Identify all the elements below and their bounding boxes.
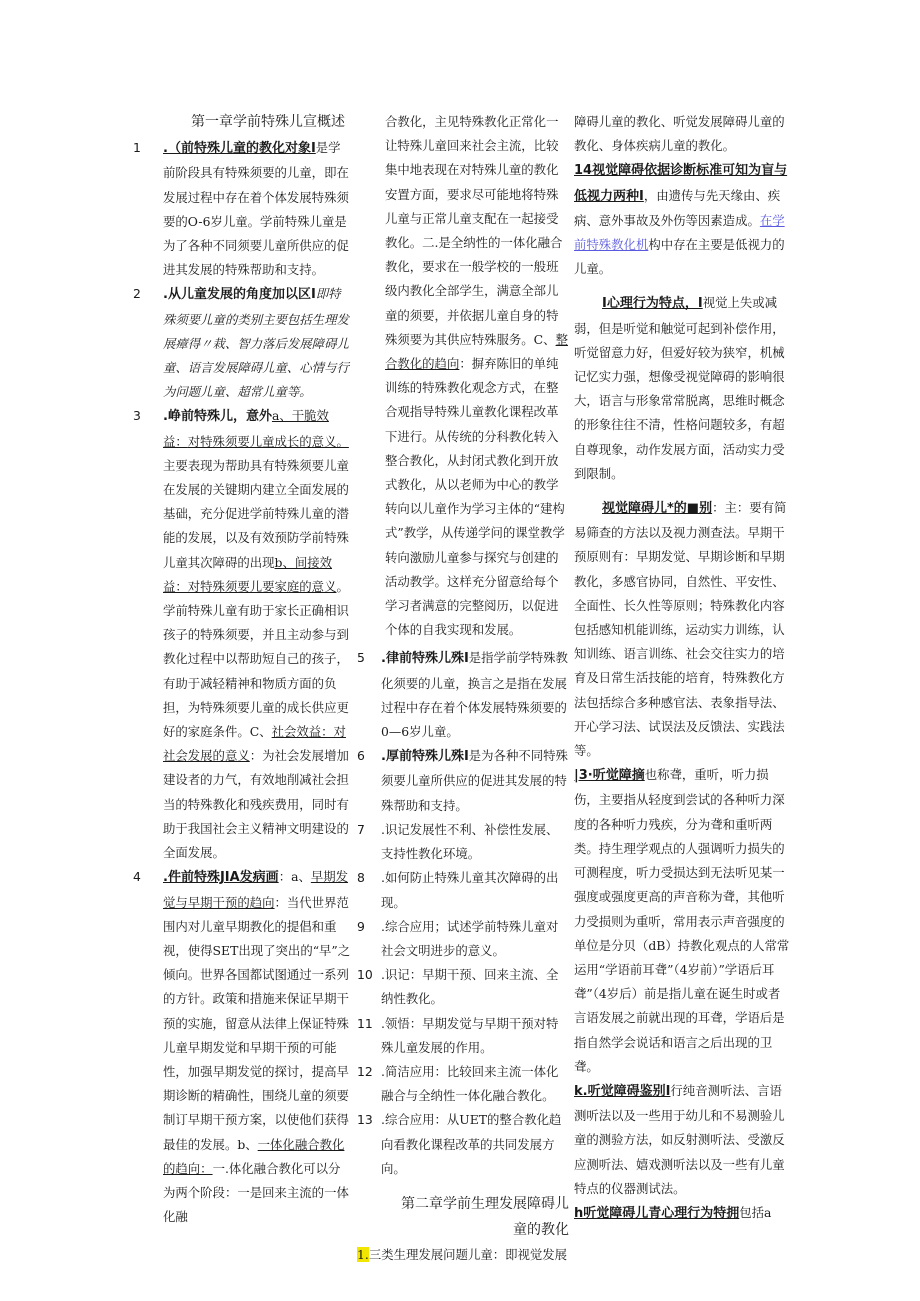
paragraph-text: 也称聋，重听，听力损伤，主要指从轻度到尝试的各种听力深度的各种听力残疾，分为聋和重听两类。持生理学观点的人强调听力损失的可测程度，听力受损达到无法听见某一强度或强度更高的声音称为聋，其他听力受损则为重听，常用表示声音强度的单位是分贝（dB）持教化观点的人常常运用“学语前耳聋”（4岁前）”学语后耳聋”（4岁后）前是指儿童在诞生时或者言语发展之前就出现的耳聋，学语后是指自然学会说话和语言之后出现的卫聋。 [574,767,790,1074]
item-text: .综合应用：从UET的整合教化趋向看教化课程改革的共同发展方向。 [381,1112,562,1176]
item-8 [357,866,569,914]
item-number: 11 [357,1015,373,1031]
paragraph [574,291,790,486]
item-text: 主要表现为帮助具有特殊须要儿童在发展的关键期内建立全面发展的基础，充分促进学前特殊儿童的潜能的发展，以及有效预防学前特殊儿童其次障碍的出现 [163,457,349,570]
paragraph-text: ，由遗传与先天缘由、疾病、意外事故及外伤等因素造成。 [574,187,781,228]
item-text: 即特殊须要儿童的类别主要包括生理发展瘴得〃栽、智力落后发展障碍儿童、语言发展障碍儿童、心情与行为问题儿童、超常儿童等。 [163,286,349,400]
item-text: .综合应用；试述学前特殊儿童对社会文明进步的意义。 [381,918,559,958]
item-number: 2 [133,286,141,302]
paragraph-heading: |3·听觉障摘 [574,768,645,784]
item-heading: .从儿童发展的角度加以区I [163,287,316,303]
item-text: 社会效益：对社会发展的意义 [163,724,346,764]
column-2 [357,110,569,1267]
item-text: ：a、 [278,869,311,885]
paragraph-heading: k.听觉障碍鉴别I [574,1083,671,1099]
item-3 [133,404,351,865]
item-text: a、干脆效益： [163,408,329,449]
item-number: 8 [357,870,365,886]
paragraph [357,1243,569,1267]
paragraph-text: 构中存在主要是低视力的儿童。 [574,237,785,277]
item-text: b、间接效益：对特殊须要儿要家庭的意义 [163,554,337,594]
paragraph [574,496,790,763]
item-number: 6 [357,748,365,764]
paragraph [574,1079,790,1201]
item-text: ：当代世界范围内对儿童早期教化的提倡和重视，使得SET出现了突出的“早”之倾向。世界各国都试图通过一系列的方针。政策和措施来保证早期干预的实施，留意从法律上保证特殊儿童早期发觉和早期干预的可能性，加强早期发觉的探讨，提高早期诊断的精确性，围绕儿童的须要制订早期干预方案，以使他们获得最佳的发展。b、 [163,894,351,1152]
item-number: 3 [133,408,141,424]
item-text: 是为各种不同特殊须要儿童所供应的促进其发展的特殊帮助和支持。 [381,748,568,813]
item-number: 12 [357,1063,373,1079]
paragraph-text: 合教化，主见特殊教化正常化一让特殊儿童回来社会主流，比较集中地表现在对特殊儿童的教化安置方面，要求尽可能地将特殊儿童与正常儿童支配在一起接受教化。二.是全纳性的一体化融合教化，要求在一般学校的一般班级内教化全部学生，满意全部儿童的须要，并依据儿童自身的特殊须要为其供应特殊服务。C、 [385,114,563,347]
paragraph-heading: I心理行为特点，I [602,296,703,312]
item-heading: .峥前特殊儿，意外 [163,409,272,425]
paragraph-text: 三类生理发展问题儿童：即视觉发展 [368,1246,568,1262]
paragraph [574,763,790,1079]
item-text: 一.体化融合教化可以分为两个阶段：一是回来主流的一体化融 [163,1160,349,1225]
item-number: 10 [357,967,373,983]
paragraph-text: ：主：要有简易筛查的方法以及视力测查法。早期干预原则有：早期发觉、早期诊断和早期教化，多感官协同，自然性、平安性、全面性、长久性等原则；特殊教化内容包括感知机能训练，运动实力训练，认知训练、语言训练、社会交往实力的培育及日常生活技能的培育，特殊教化方法包括综合多种感官法、表象指导法、开心学习法、试误法及反馈法、实践法等。 [574,500,787,759]
column-3 [574,110,790,1226]
item-number: 7 [357,821,365,837]
paragraph-heading: 视觉障碍儿*的■别 [602,501,713,517]
item-text: .识记发展性不利、补偿性发展、支持性教化环境。 [381,821,559,862]
item-9 [357,915,569,963]
item-text: 早期发觉与早期干预的趋向 [163,869,349,910]
item-number: 13 [357,1112,373,1128]
item-text: 对特殊须要儿童成长的意义。 [187,433,349,449]
item-heading: .厚前特殊儿殊I [381,749,469,765]
item-12 [357,1060,569,1108]
chapter-1-title: 第一章学前特殊儿宣概述 [191,114,345,130]
item-text: .领悟：早期发觉与早期干预对特殊儿童发展的作用。 [381,1015,559,1055]
paragraph [357,110,569,642]
item-number: 4 [133,869,141,885]
item-number: 1 [133,140,141,156]
item-4 [133,865,351,1229]
item-text: 。学前特殊儿童有助于家长正确相识孩子的特殊须要，并且主动参与到教化过程中以帮助短自己的孩子，有助于减轻精神和物质方面的负担，为特殊须要儿童的成长供应更好的家庭条件。C、 [163,578,349,740]
paragraph: 障碍儿童的教化、听觉发展障碍儿童的教化、身体疾病儿童的教化。 [574,114,785,154]
column-1 [133,110,351,1229]
item-heading: .件前特殊JIA发病画 [163,870,279,886]
item-text: .识记：早期干预、回来主流、全纳性教化。 [381,967,559,1007]
item-number: 5 [357,650,365,666]
item-heading: .律前特殊儿殊I [381,651,469,667]
item-number: 9 [357,918,365,934]
item-text: .如何防止特殊儿童其次障碍的出现。 [381,870,559,910]
item-11 [357,1012,569,1060]
item-6 [357,744,569,818]
paragraph [574,158,790,281]
item-text: ：为社会发展增加建设者的力气，有效地削减社会担当的特殊教化和残疾费用，同时有助于我国社会主义精神文明建设的全面发展。 [163,748,349,861]
item-7 [357,818,569,866]
paragraph-text: 整合教化的趋向 [385,331,568,372]
item-13 [357,1108,569,1181]
paragraph-link[interactable]: 在学前特殊教化机 [574,212,785,253]
paragraph [574,1201,790,1226]
item-text: 是指学前学特殊教化须要的儿童，换言之是指在发展过程中存在着个体发展特殊须要的0—6岁儿童。 [381,650,568,740]
item-text: 是学前阶段具有特殊须要的儿童，即在发展过程中存在着个体发展特殊须要的O-6岁儿童。学前特殊儿童是为了各种不同须要儿童所供应的促进其发展的特殊帮助和支持。 [163,140,349,278]
item-2 [133,282,351,404]
chapter-2-title: 第二章学前生理发展障碍儿童的教化 [401,1195,569,1238]
paragraph-heading: h听觉障碍儿青心理行为特拥 [574,1205,740,1221]
paragraph-text: ：摒弃陈旧的单纯训练的特殊教化观念方式，在整合观指导特殊儿童教化课程改革下进行。从传统的分科教化转入整合教化，从封闭式教化到开放式教化，从以老师为中心的教学转向以儿童作为学习主体的“建构式”教学，从传递学问的课堂教学转向激励儿童参与探究与创建的活动教学。这样充分留意给每个学习者满意的完整阅历，以促进个体的自我实现和发展。 [385,356,565,638]
item-text: 一体化融合教化的趋向： [163,1136,345,1176]
paragraph-text: 视觉上失或减弱，但是听觉和触觉可起到补偿作用，听觉留意力好，但爱好较为狭窄，机械记忆实力强，想像受视觉障碍的影响很大，语言与形象常常脱离，思维时概念的形象往往不清，性格问题较多，有超自尊现象，动作发展方面，活动实力受到限制。 [574,295,785,481]
paragraph-text: 包括a [739,1204,772,1220]
item-1 [133,136,351,282]
item-number: 1. [357,1246,369,1262]
item-10 [357,963,569,1011]
paragraph-text: 行纯音测听法、言语测听法以及一些用于幼儿和不易测验儿童的测验方法，如反射测听法、受激反应测听法、嬉戏测听法以及一些有儿童特点的仪器测试法。 [574,1082,785,1196]
paragraph-heading: 14视觉障碍依据诊断标准可知为盲与低视力两种I [574,163,788,204]
item-5 [357,646,569,744]
item-heading: .（前特殊儿童的教化对象I [163,141,316,157]
item-text: .简洁应用：比较回来主流一体化融合与全纳性一体化融合教化。 [381,1063,559,1104]
